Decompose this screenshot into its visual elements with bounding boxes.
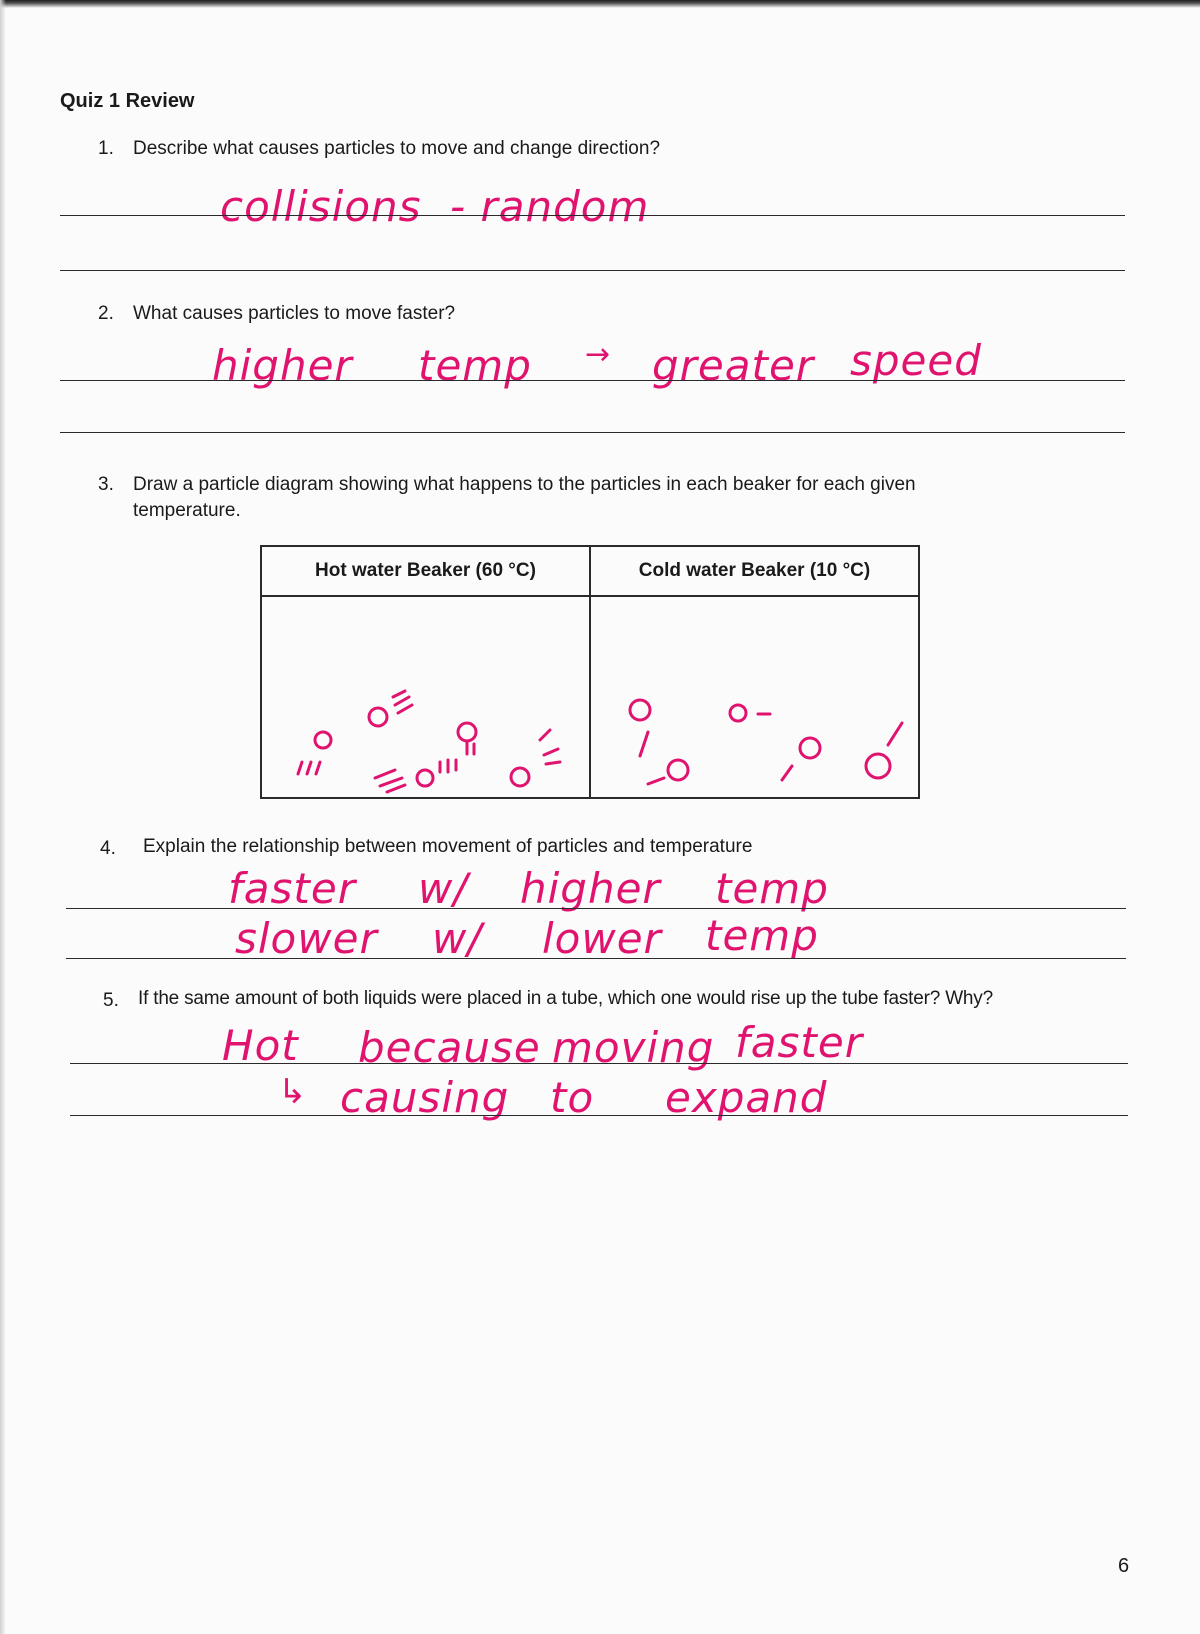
cold-particle [668, 760, 688, 780]
question-2-number: 2. [98, 303, 114, 324]
answer-2-arrow: → [585, 337, 612, 372]
answer-5-line-1-word-2: because [358, 1023, 541, 1072]
answer-2-word-2: temp [418, 341, 532, 390]
answer-line [70, 1063, 1128, 1064]
answer-4-line-1-word-3: higher [520, 864, 661, 913]
question-3-text-line-1: Draw a particle diagram showing what happens to the particles in each beaker for each given [133, 474, 916, 495]
cold-particles [630, 700, 902, 784]
question-3-text-line-2: temperature. [133, 500, 241, 521]
cold-particle [866, 754, 890, 778]
answer-4-line-1-word-2: w/ [418, 864, 469, 913]
cold-motion-line [648, 778, 664, 784]
answer-5-line-2-word-3: expand [665, 1073, 828, 1122]
page-number: 6 [1118, 1555, 1130, 1577]
question-1-text: Describe what causes particles to move and change direction? [133, 138, 661, 159]
question-5-number: 5. [103, 990, 119, 1011]
answer-5-line-1-word-3: moving [552, 1023, 715, 1072]
answer-4-line-2-word-2: w/ [432, 914, 483, 963]
answer-2-word-3: greater [652, 341, 815, 390]
cold-motion-line [782, 766, 792, 780]
cold-particle [630, 700, 650, 720]
page-title: Quiz 1 Review [60, 90, 195, 112]
hot-particle [369, 708, 387, 726]
answer-4-line-2-word-4: temp [705, 911, 819, 960]
answer-line [66, 908, 1126, 909]
answer-1-word-1: collisions [220, 182, 422, 231]
cold-beaker-header: Cold water Beaker (10 °C) [590, 546, 919, 596]
hot-particle [511, 768, 529, 786]
answer-4-line-2-word-1: slower [235, 914, 378, 963]
answer-4-line-2-word-3: lower [542, 914, 662, 963]
answer-5-line-1-word-1: Hot [222, 1021, 299, 1070]
answer-4-line-1-word-4: temp [715, 864, 829, 913]
question-4-text: Explain the relationship between movement of particles and temperature [143, 836, 753, 857]
hot-motion-lines [540, 730, 560, 764]
question-3-number: 3. [98, 474, 114, 495]
hot-particle [417, 770, 433, 786]
hot-motion-lines [467, 742, 474, 754]
answer-1-word-2: - random [450, 182, 650, 231]
hot-motion-lines [393, 691, 412, 713]
question-4-number: 4. [100, 838, 116, 859]
question-2-text: What causes particles to move faster? [133, 303, 456, 324]
answer-2-word-1: higher [212, 341, 353, 390]
answer-5-line-1-word-4: faster [735, 1018, 863, 1067]
question-5-text: If the same amount of both liquids were placed in a tube, which one would rise up the tube faster? Why? [138, 988, 993, 1009]
cold-motion-line [640, 732, 648, 756]
hot-particles [298, 691, 560, 792]
hot-particle [315, 732, 331, 748]
hot-motion-lines [298, 762, 320, 774]
answer-4-line-1-word-1: faster [228, 864, 356, 913]
hot-motion-lines [375, 770, 405, 792]
answer-5-line-2-word-1: causing [340, 1073, 510, 1122]
answer-5-line-2-arrow: ↳ [278, 1072, 308, 1112]
answer-2-word-4: speed [850, 336, 982, 385]
cold-particle [800, 738, 820, 758]
cold-particle [730, 705, 746, 721]
hot-particle [458, 723, 476, 741]
answer-5-line-2-word-2: to [550, 1073, 595, 1122]
hot-beaker-header: Hot water Beaker (60 °C) [261, 546, 590, 596]
answer-line [66, 958, 1126, 959]
question-1-number: 1. [98, 138, 114, 159]
cold-motion-line [888, 723, 902, 745]
hot-motion-lines [440, 760, 456, 772]
answer-line [70, 1115, 1128, 1116]
